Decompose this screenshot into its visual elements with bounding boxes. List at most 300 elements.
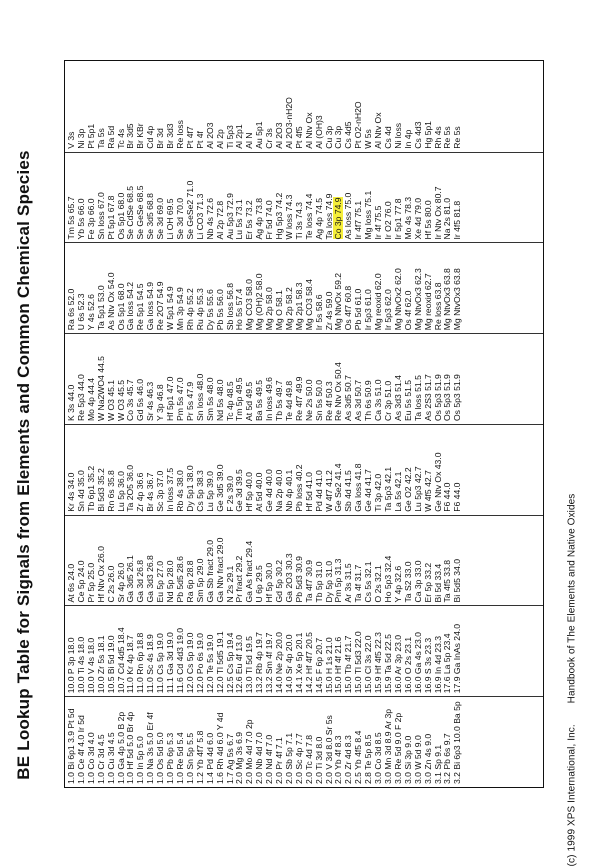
table-column	[65, 243, 543, 334]
table-row: Tc 4s	[115, 128, 126, 149]
table-row: Re 5s	[442, 126, 453, 149]
table-row: Cs 4d	[383, 126, 393, 149]
table-row: 14.5 F 6p 20.7	[313, 637, 324, 694]
table-row: Os 5p1 68.0	[115, 283, 126, 331]
table-row: Cr 3s	[264, 128, 275, 149]
table-row: Re 5s	[452, 126, 463, 149]
table-row: Re 5p3 44.0	[75, 374, 86, 421]
table-row: Ta 4f5 33.8	[442, 559, 453, 603]
table-row: Se 3d 69.0	[155, 197, 166, 240]
table-row: Ga Sb fract 29.0	[204, 539, 215, 603]
lookup-table-frame	[64, 60, 544, 788]
table-row: Ne 2s 50.0	[303, 379, 314, 421]
table-row: Ga 3d 26.8	[135, 559, 146, 603]
table-row: Pm 5p 31.3	[333, 558, 344, 603]
table-row: 10.7 Cd 4d5 18.4	[115, 627, 126, 694]
table-row: Ge O2 42.2	[402, 467, 413, 512]
table-row: 11.0 Sc 4s 18.9	[145, 634, 156, 694]
table-row: Mn 3p 54.9	[174, 287, 185, 331]
table-row: Hg 5p1	[422, 121, 433, 149]
table-row: Sm 5s 48.0	[204, 377, 215, 421]
table-row: 1.0 Hf 5d 5.0 Br 4p	[125, 711, 136, 784]
table-row: Mg loss 75.1	[363, 190, 374, 240]
table-row: As 3d 50.7	[353, 379, 364, 421]
table-row: 3.0 Co 3d 8.5	[373, 732, 384, 784]
table-row: W O3 45.5	[115, 379, 126, 421]
table-row: F6 44.0	[442, 482, 453, 512]
table-row: Pr fract 29.2	[234, 555, 245, 603]
table-row: Sb loss 56.8	[224, 282, 235, 331]
table-row: Ni 3p	[75, 128, 86, 149]
copyright-text: (c) 1999 XPS International, Inc.	[566, 724, 578, 866]
table-row: Se CdSe 68.5	[125, 185, 136, 240]
table-row: At 6s 24.0	[66, 563, 76, 603]
footer-area	[560, 493, 584, 866]
table-row: Ga 2O3 30.3	[283, 553, 294, 603]
table-row: Ho 5s 57.4	[234, 288, 245, 331]
table-row: Ga 3d5 26.1	[125, 555, 136, 603]
table-row: W 4f7 41.2	[323, 470, 334, 512]
table-row: 11.0 Cs 5p 19.0	[155, 633, 166, 694]
table-row: W loss 74.3	[283, 194, 294, 240]
table-row: Bi 5d5 34.0	[452, 559, 463, 603]
table-row: Os 5p1 68.0	[115, 192, 126, 240]
table-row: Mg reoxid 62.7	[422, 273, 433, 331]
table-row: 11.6 Cd 4d3 19.0	[174, 627, 185, 694]
table-row: Pr 5s 47.9	[184, 381, 195, 421]
table-row: Ag 4p 74.5	[313, 197, 324, 240]
table-row: 2.0 Tc 4d 7.8	[303, 734, 314, 784]
table-row: Gd 5s 46.0	[135, 378, 146, 421]
table-row: 10.0 V 4s 18.0	[85, 637, 96, 694]
table-row: Al 2p1	[234, 124, 245, 149]
table-row: Hf 5s 80.0	[422, 200, 433, 240]
table-row: Pb 5s 56.0	[214, 289, 225, 331]
table-row: Cs 4d3	[412, 121, 423, 149]
table-row: 2.0 Nd 4f 7.0	[264, 734, 275, 784]
table-row: 1.0 Cr 3d 4.5	[95, 734, 106, 784]
table-row: Y 3p 46.8	[155, 384, 166, 421]
table-row: Cs 4d5	[343, 121, 354, 149]
table-row: Ga loss 41.8	[353, 463, 364, 512]
table-row: Ge Se2 41.4	[333, 463, 344, 512]
table-row: 2.0 V 3d 8.0 Sr 5s	[323, 715, 334, 784]
page-title: BE Lookup Table for Signals from Elements and Common Chemical Species	[14, 150, 33, 780]
table-row: Ir Ntv Ox 80.7	[432, 186, 443, 240]
table-row: F6 44.0	[452, 482, 463, 512]
table-row: Eu 5p 27.0	[155, 560, 166, 603]
table-row: Ra 6s 52.0	[66, 288, 76, 331]
table-row: 1.0 Ce 4f 4.0 Ir 5d	[75, 715, 86, 784]
table-row: Ti 3p 42.0	[373, 473, 384, 512]
table-row: Sr 4p 26.0	[115, 562, 126, 603]
table-row: Ir 4f7 75.1	[353, 200, 364, 240]
table-row: Dy 5s 55.6	[204, 289, 215, 331]
table-row: Dy 5p1 38.0	[184, 465, 195, 512]
table-row: Ta 4f 31.7	[353, 564, 364, 603]
table-row: Rn 6s 35.8	[105, 470, 116, 512]
table-row: 2.0 Pr 4f 7.1	[274, 737, 285, 784]
table-row: U 6s 52.3	[75, 293, 86, 331]
table-row: 16.0 O 2s 23.1	[402, 636, 413, 694]
table-row: Mg (OH)2 58.0	[254, 273, 265, 331]
table-row: 1.7 Ag 5s 6.7	[224, 733, 235, 784]
table-row: 10.0 Ti 4s 18.0	[75, 636, 86, 694]
table-row: 14.0 Ne 2p 20.0	[274, 632, 285, 694]
table-row: Mg NtvOx3 63.8	[452, 268, 463, 331]
table-row: Nd 5p 28.0	[165, 560, 176, 603]
table-row: N 2s 29.1	[224, 565, 235, 603]
table-row: Bi 5d 33.4	[432, 563, 443, 603]
table-row: 1.0 Re 5d 5.4	[174, 732, 185, 784]
table-row: Dy 5p 31.0	[323, 560, 334, 603]
table-row: Ta 5p1 53.0	[95, 285, 106, 331]
table-row: Ga Ntv fract 29.0	[214, 537, 225, 603]
table-row: Ta S2 33.0	[402, 561, 413, 603]
table-row: 16.9 S 3s 23.3	[422, 637, 433, 694]
table-row: U 6p 29.5	[254, 565, 265, 603]
table-row: 14.0 Sr 4p 20.0	[283, 634, 294, 694]
table-row: 1.0 Os 5d 5.0	[155, 732, 166, 784]
table-row: 13.0 Tl 5d 19.5	[244, 636, 255, 694]
table-row: 1.4 Pd 4d 6.0	[204, 732, 215, 784]
table-row: Ta loss 74.9	[323, 193, 334, 240]
table-row: Br KBr	[135, 123, 146, 149]
table-row: Li OH 69.5	[165, 198, 176, 240]
table-row: Br 3d5	[125, 123, 136, 149]
table-row: 16.9 In 4d 23.3	[432, 635, 443, 694]
table-row: Ti 5p3	[224, 125, 235, 149]
table-row: 12.0 Po 6s 19.0	[194, 633, 205, 694]
table-row: Os 4f7 60.8	[343, 285, 354, 331]
table-row: 2.0 Yb 4f 8.3	[333, 735, 344, 784]
table-row: Sn 5s 50.0	[313, 379, 324, 421]
table-row: Nb 4s 72.6	[204, 197, 215, 240]
table-row: Ho 5p3 32.4	[383, 555, 393, 603]
table-column	[65, 152, 543, 243]
table-row: 3.0 Si 3p 9.0	[402, 735, 413, 784]
table-row: At 5d 49.5	[244, 381, 255, 421]
table-row: Cs 5s 32.1	[363, 561, 374, 603]
table-row: Hf 5d 41.0	[303, 472, 314, 512]
table-row: 3.0 Mn 3d 8.9 Ar 3p	[383, 708, 393, 784]
table-row: Ir 5s 58.6	[313, 294, 324, 331]
table-row: O 2s 32.1	[373, 565, 384, 603]
table-row: Pb 5d3 30.9	[293, 556, 304, 603]
table-row: Rh 4s	[432, 126, 443, 149]
table-row: Mg 2p1 58.3	[293, 282, 304, 331]
table-row: 15.0 Cl 3s 22.0	[363, 635, 374, 694]
table-row: Ir 5p1 77.8	[392, 198, 403, 240]
table-row: Sn 4d 35.0	[75, 470, 86, 512]
table-row: 14.1 Xe 5p 20.1	[293, 632, 304, 694]
table-row: 11.0 Rn 6p 18.8	[135, 632, 146, 694]
table-row: Ta 4f7 30.9	[303, 559, 314, 603]
table-row: Re 4f 50.3	[323, 381, 334, 421]
table-row: 12.0 Cs 5p 19.0	[184, 632, 195, 694]
table-row: 12.0 Tl 5d5 19.1	[214, 631, 225, 694]
title-area	[4, 150, 44, 780]
highlighted-entry: Co 3p 74.9	[333, 197, 344, 240]
table-row: W 4f5 42.7	[422, 470, 433, 512]
table-row: Mg 2p 58.2	[283, 287, 294, 331]
table-row: Na 2s 81.0	[442, 197, 453, 240]
table-row: Ir 4f 75.5	[373, 205, 384, 240]
table-row: Tc 4p 48.5	[224, 381, 235, 421]
table-row: Mg CO3 58.4	[303, 279, 314, 331]
table-row: Bi 5d3 35.2	[95, 468, 106, 512]
table-row: Ca 3s 51.0	[373, 379, 384, 421]
table-row: Ir O2 76.0	[383, 201, 393, 240]
table-column	[65, 61, 543, 152]
table-row: Re 5p1 54.5	[135, 283, 146, 331]
table-row: Ir 5p3 62.0	[383, 289, 393, 331]
table-row: Co 3s 45.7	[125, 379, 136, 421]
table-row: 12.5 Cs 5p 19.4	[224, 632, 235, 694]
table-row: 15.9 Hf 4f5 22.3	[373, 632, 384, 694]
table-row: W Na2WO4 44.5	[95, 356, 106, 421]
table-row: Ru 4p 55.3	[194, 288, 205, 331]
table-row: Cd 4p	[145, 125, 156, 149]
table-row: W O3 45.1	[105, 379, 116, 421]
table-row: 1.0 Ga 4p 5.0 B 2p	[115, 711, 126, 784]
table-row: 1.0 Sn 5p 5.5	[184, 732, 195, 784]
table-row: Pm 5s 47.0	[174, 377, 185, 421]
table-row: Nd 5s 48.0	[214, 379, 225, 421]
table-row: 15.9 Ta 5d 22.5	[383, 634, 393, 694]
table-row: Os 5p3 51.9	[432, 374, 443, 421]
table-row: In loss 49.6	[264, 377, 275, 421]
table-row: Cs 5p 38.3	[194, 470, 205, 512]
table-row: Os 5p3 51.9	[442, 374, 453, 421]
table-row: Mg reoxid 62.0	[373, 273, 384, 331]
table-row: 15.0 Tl 5d3 22.0	[353, 631, 364, 694]
table-row: Te loss 74.4	[303, 193, 314, 240]
table-row: La 5s 42.1	[392, 471, 403, 512]
table-row: 2.0 Nb 4d 7.0	[254, 732, 265, 784]
table-row: 2.8 Te 5p 8.5	[363, 734, 374, 784]
table-row: Re loss	[174, 120, 185, 149]
table-row: Ga As fract 29.4	[244, 540, 255, 603]
table-row: Se GeSe2 71.0	[184, 180, 195, 240]
table-row: Mg O 58.1	[274, 290, 285, 331]
table-row: Ta loss 51.5	[412, 375, 423, 421]
table-row: Al Ntv Ox	[373, 112, 384, 149]
table-row: Zr 4p 36.6	[135, 472, 146, 512]
table-row: Hf Ntv Ox 26.0	[95, 546, 106, 603]
table-row: 11.0 Kr 4p 18.7	[125, 635, 136, 694]
table-row: Yb 5s 66.0	[75, 198, 86, 240]
table-row: V 3s	[66, 131, 76, 149]
table-row: 12.0 Te 5s 19.0	[204, 634, 215, 694]
table-row: Pt O2-nH2O	[353, 101, 364, 149]
table-row: Ga loss 54.9	[145, 282, 156, 331]
table-row: Ni loss	[392, 122, 403, 149]
table-row: Th 6s 50.9	[363, 380, 374, 421]
table-row: In 4p	[402, 129, 413, 149]
table-row: 1.2 Yb 4f7 5.8	[194, 730, 205, 784]
table-row: Hf 5p1 47.0	[165, 376, 176, 421]
lookup-table	[65, 61, 543, 787]
table-row: Ge 3d 39.5	[234, 469, 245, 512]
table-row: Pt 4f	[194, 131, 205, 149]
table-row: 16.0 Ar 3p 23.0	[392, 634, 403, 694]
table-row: 1.0 Pb 6p 5.3	[165, 732, 176, 784]
table-row: 13.2 Rb 4p 19.7	[254, 632, 265, 694]
table-row: Ta 5s	[95, 128, 106, 149]
table-row: 10.5 Bi 5d 19.0	[105, 635, 116, 694]
table-row: Pb 5d 61.0	[353, 288, 364, 331]
table-row: 12.6 Eu 4f 13.0	[234, 634, 245, 694]
table-row: Ra 5d	[105, 125, 116, 149]
table-row: Te 4d 49.8	[283, 380, 294, 421]
table-row: K 3s 44.0	[66, 384, 76, 421]
table-row: Mo 4s 78.3	[402, 196, 413, 240]
table-row: Ar 3s 31.5	[343, 563, 354, 603]
table-row: Ta 2O5 36.0	[125, 464, 136, 512]
table-row: 1.6 Rh 4d 6.0 Y 4d	[214, 712, 225, 784]
table-row: Mg NtvOx 59.2	[333, 272, 344, 331]
table-row: 1.0 Bi 6p1 3.9 Pt 5d	[66, 708, 76, 784]
table-row: Pd 4d 41.0	[313, 470, 324, 512]
table-row: 13.2 Sm 4f 19.7	[264, 632, 275, 694]
table-row: 3.0 Re 5d 9.0 F 2p	[392, 712, 403, 784]
table-row: W 5p1 54.9	[165, 286, 176, 331]
table-row: Mg NtvOx2 62.0	[392, 268, 403, 331]
table-row: 2.0 Sb 5p 7.1	[283, 732, 294, 784]
table-row: 17.9 Ga InAs 24.0	[452, 623, 463, 694]
table-row: In loss 37.5	[165, 467, 176, 512]
table-row: Ga loss 54.2	[125, 282, 136, 331]
table-row: Pb 5d5 28.6	[174, 556, 185, 603]
table-column	[65, 424, 543, 515]
table-row: 3.2 Pb 6s 9.7	[442, 733, 453, 784]
table-row: Y 4p 32.6	[392, 565, 403, 603]
table-row: Pr 5p 25.0	[85, 562, 96, 603]
table-row: Rh 4p 55.2	[184, 288, 195, 331]
table-row: 11.1 Ga 3d 19.0	[165, 632, 176, 694]
footer	[567, 494, 578, 866]
table-row: 2.0 Ti 3d 8.0	[313, 736, 324, 784]
table-row: Pb loss 40.2	[293, 464, 304, 512]
table-row: As loss 75.0	[343, 192, 354, 240]
table-row: Mg NtvOx3 62.3	[412, 268, 423, 331]
table-column	[65, 515, 543, 606]
table-column	[65, 333, 543, 424]
table-row: Ca 3p 33.0	[412, 560, 423, 603]
table-row: Os 4f 62.0	[402, 290, 413, 331]
table-row: Al Ntv Ox	[303, 112, 314, 149]
table-row: As 3d3 51.4	[392, 375, 403, 421]
table-row: Sc 3p 37.0	[155, 470, 166, 512]
table-row: 15.0 Hf 4f 21.6	[333, 636, 344, 694]
table-row: Lu 5s 73.1	[234, 199, 245, 240]
table-row: Cr 3p 51.0	[383, 380, 393, 421]
table-column	[65, 606, 543, 697]
table-row: Eu 5s 51.5	[402, 379, 413, 421]
table-row: 3.1 Sp 9.1	[432, 744, 443, 784]
table-row: Pt 4f7	[184, 126, 195, 149]
table-row: Re 2O7 54.9	[155, 281, 166, 331]
table-row: W 5s	[363, 129, 374, 149]
table-row: 2.5 Yb 4f5 8.4	[353, 730, 364, 784]
table-row: Sb 4d 41.5	[343, 470, 354, 512]
table-row: 10.0 P 3p 18.0	[66, 637, 76, 694]
table-row: 1.0 Co 3d 4.0	[85, 732, 96, 784]
table-row: Ba 5s 49.5	[254, 379, 265, 421]
table-row: 14.2 Hf 4f7 20.5	[303, 632, 314, 694]
table-row: Os 5p3 51.9	[452, 374, 463, 421]
table-row: Er 5p 33.2	[422, 562, 433, 603]
table-row: Ra 6p 28.8	[184, 560, 195, 603]
table-row: Ir 5p3 61.0	[363, 289, 374, 331]
table-column	[65, 696, 543, 787]
table-row: Al 2p 72.8	[214, 200, 225, 240]
table-row: Rb 4s 38.0	[174, 470, 185, 512]
table-row: Au 5p1	[254, 121, 265, 149]
table-row: Mg NtvOx3 63.8	[442, 268, 453, 331]
table-row: Ge Ntv Ox 43.0	[432, 452, 443, 512]
table-row: Al 2O3	[204, 122, 215, 149]
table-row: Re Ntv Ox 50.4	[333, 362, 344, 421]
table-row: 15.0 H 1s 21.0	[323, 637, 334, 694]
table-row: Ti 3s 74.3	[293, 202, 304, 240]
table-row: 1.0 Na 3s 5.0 Er 4f	[145, 712, 156, 784]
table-row: Sn loss 67.0	[95, 192, 106, 240]
table-row: Li CO3 71.3	[194, 193, 205, 240]
table-row: Ge 4d 40.0	[264, 469, 275, 512]
table-row: Br 4s 36.7	[145, 472, 156, 512]
table-row: Hf 5p 30.0	[264, 562, 275, 603]
table-row: 17.6 La 5p 23.4	[442, 633, 453, 694]
publication-text: Handbook of The Elements and Native Oxides	[566, 493, 578, 704]
table-row: As Ntv Ox 54.0	[105, 272, 116, 331]
table-row: Na 2p 40.0	[274, 469, 285, 512]
table-row: Cu 3p	[323, 125, 334, 149]
table-row: Tb 5s 49.7	[274, 380, 285, 421]
table-row: Ir 4f5 81.8	[452, 200, 463, 240]
table-row: Y 4s 52.6	[85, 294, 96, 331]
table-row: Kr 4s 34.0	[66, 472, 76, 512]
table-row: Ge 3d5 39.0	[214, 464, 225, 512]
table-row: Ag 4p 73.8	[254, 197, 265, 240]
table-row: 2.0 Sc 4p 7.7	[293, 733, 304, 784]
table-row: Tm 5p 49.5	[234, 377, 245, 421]
table-row: Al 2p	[214, 129, 225, 149]
table-row: Pt 5p1	[85, 123, 96, 149]
table-row: Pt 4f5	[293, 126, 304, 149]
table-row: Tb 5p 31.0	[313, 561, 324, 603]
table-row: Er 5s 73.2	[244, 200, 255, 240]
table-row: Se 3d 70.0	[174, 197, 185, 240]
table-row: Lu 5p 39.0	[204, 471, 215, 512]
table-row: Al (OH)3	[313, 115, 324, 149]
table-row: 16.0 Ga 4s 23.0	[412, 632, 423, 694]
table-row: Ta 5p3 42.1	[383, 466, 393, 512]
table-row: Mg CO3 58.0	[244, 279, 255, 331]
table-row: Tm 5s 65.7	[66, 196, 76, 240]
table-row: Au 5p3 72.9	[224, 193, 235, 240]
table-row: F 2s 39.0	[224, 475, 235, 512]
table-row: Pt 5p1 67.8	[105, 195, 116, 240]
table-row: Cu 3p	[333, 125, 344, 149]
table-row: Al 2O3	[274, 122, 285, 149]
table-row: Se 3d5 68.8	[145, 193, 156, 240]
table-row: 2.0 Mo 4d 7.0 2p	[244, 719, 255, 784]
table-row: Br 3d3	[165, 123, 176, 149]
table-row: 3.0 W 5d 9.0	[412, 735, 423, 784]
table-row: Hf 5p 40.0	[244, 472, 255, 512]
